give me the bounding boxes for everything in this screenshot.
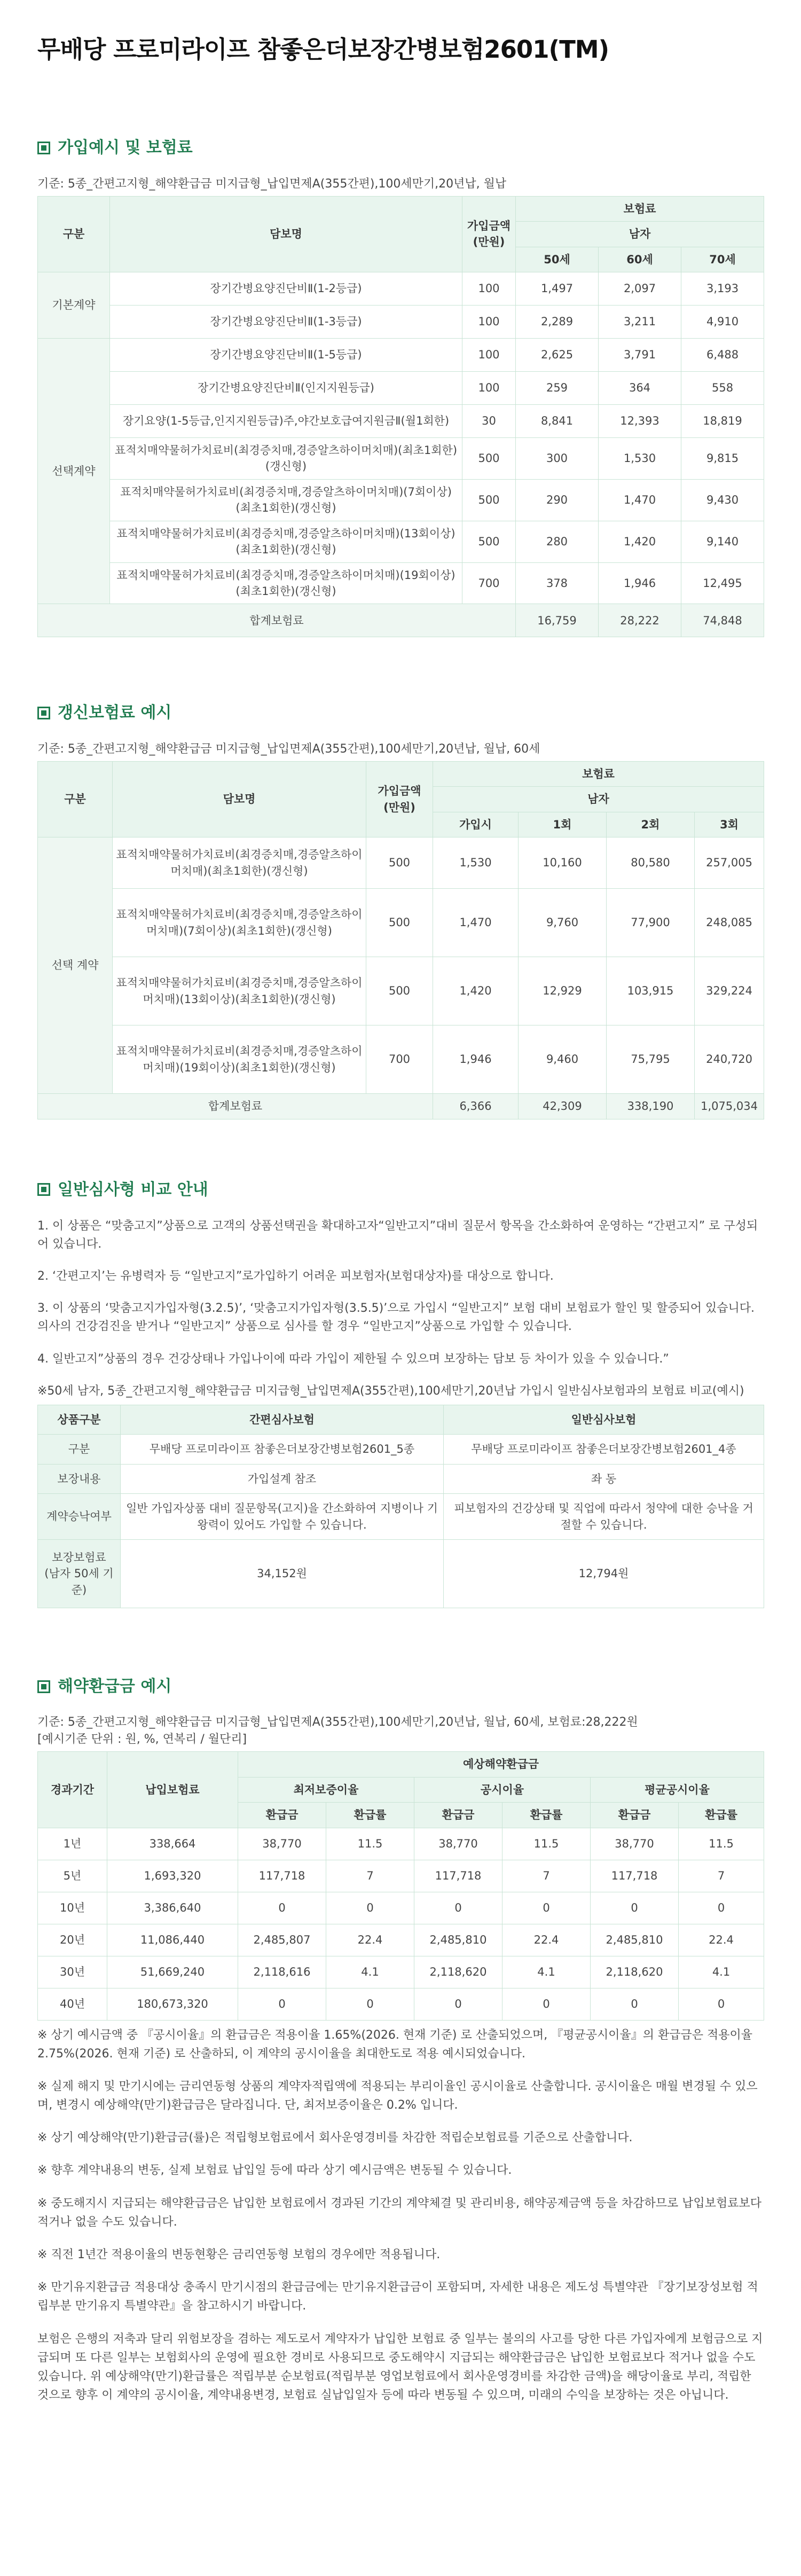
period-cell: 5년 (38, 1860, 107, 1892)
header-period: 경과기간 (38, 1752, 107, 1828)
section-bullet-icon (37, 707, 50, 719)
header-round3: 3회 (695, 812, 764, 837)
general-cell: 피보험자의 건강상태 및 직업에 따라서 청약에 대한 승낙을 거절할 수 있습니다. (444, 1494, 764, 1540)
value-cell: 103,915 (607, 957, 695, 1025)
value-cell: 3,211 (599, 305, 681, 338)
page-title: 무배당 프로미라이프 참좋은더보장간병보험2601(TM) (37, 35, 609, 64)
coverage-name: 표적치매약물허가치료비(최경증치매,경증알츠하이머치매)(7회이상)(최초1회한)(갱신형) (110, 479, 462, 521)
header-round1: 1회 (519, 812, 607, 837)
value-cell: 38,770 (414, 1828, 502, 1860)
value-cell: 0 (238, 1892, 326, 1924)
value-cell: 38,770 (238, 1828, 326, 1860)
coverage-name: 표적치매약물허가치료비(최경증치매,경증알츠하이머치매)(13회이상)(최초1회한)(갱신형) (110, 521, 462, 562)
header-age70: 70세 (681, 247, 764, 272)
total-row (38, 1094, 764, 1119)
table-row (38, 1025, 764, 1094)
header-refund: 환급금 (591, 1803, 679, 1828)
amount-cell: 700 (366, 1025, 433, 1094)
header-category: 구분 (38, 761, 113, 837)
value-cell: 4,910 (681, 305, 764, 338)
coverage-name: 장기간병요양진단비Ⅱ(1-2등급) (110, 272, 462, 305)
table-row (38, 1860, 764, 1892)
header-premium: 보험료 (516, 196, 764, 221)
comparison-table (37, 1405, 764, 1608)
table-row (38, 521, 764, 562)
paid-cell: 51,669,240 (107, 1956, 238, 1988)
section-bullet-icon (37, 1680, 50, 1693)
coverage-name: 장기간병요양진단비Ⅱ(1-3등급) (110, 305, 462, 338)
value-cell: 0 (679, 1988, 764, 2020)
value-cell: 117,718 (591, 1860, 679, 1892)
value-cell: 2,097 (599, 272, 681, 305)
header-avg-rate: 평균공시이율 (591, 1777, 764, 1802)
group-optional: 선택 계약 (38, 837, 113, 1094)
value-cell: 259 (516, 371, 599, 404)
value-cell: 3,193 (681, 272, 764, 305)
section-general-review-comparison (37, 1178, 764, 1608)
note: ※ 향후 계약내용의 변동, 실제 보험료 납입일 등에 따라 상기 예시금액은 변동될 수 있습니다. (37, 2164, 512, 2178)
header-rate: 환급률 (679, 1803, 764, 1828)
value-cell: 0 (414, 1892, 502, 1924)
coverage-name: 표적치매약물허가치료비(최경증치매,경증알츠하이머치매)(13회이상)(최초1회한)(갱신형) (113, 957, 366, 1025)
table-row (38, 1988, 764, 2020)
header-gender: 남자 (433, 787, 764, 812)
value-cell: 80,580 (607, 837, 695, 889)
total-value: 1,075,034 (695, 1094, 764, 1119)
table-row (38, 305, 764, 338)
header-amount: 가입금액 (만원) (462, 196, 516, 272)
value-cell: 10,160 (519, 837, 607, 889)
value-cell: 117,718 (238, 1860, 326, 1892)
row-label: 계약승낙여부 (38, 1494, 121, 1540)
section-title-text: 가입예시 및 보험료 (58, 138, 193, 158)
section-enrollment-example (37, 136, 764, 637)
value-cell: 3,791 (599, 338, 681, 371)
table-row (38, 338, 764, 371)
simple-cell: 무배당 프로미라이프 참좋은더보장간병보험2601_5종 (121, 1435, 444, 1464)
amount-cell: 500 (462, 521, 516, 562)
total-row (38, 604, 764, 637)
row-label: 보장내용 (38, 1464, 121, 1493)
header-round2: 2회 (607, 812, 695, 837)
refund-table (37, 1751, 764, 2020)
value-cell: 2,485,810 (591, 1924, 679, 1956)
table-row (38, 1956, 764, 1988)
header-paid: 납입보험료 (107, 1752, 238, 1828)
value-cell: 7 (326, 1860, 414, 1892)
total-value: 42,309 (519, 1094, 607, 1119)
paid-cell: 11,086,440 (107, 1924, 238, 1956)
paid-cell: 3,386,640 (107, 1892, 238, 1924)
amount-cell: 500 (462, 437, 516, 479)
amount-cell: 100 (462, 272, 516, 305)
header-general: 일반심사보험 (444, 1405, 764, 1434)
amount-cell: 500 (462, 479, 516, 521)
header-public-rate: 공시이율 (414, 1777, 591, 1802)
value-cell: 329,224 (695, 957, 764, 1025)
unit-text: [예시기준 단위 : 원, %, 연복리 / 월단리] (37, 1733, 247, 1747)
header-gender: 남자 (516, 222, 764, 247)
total-label: 합계보험료 (38, 1094, 433, 1119)
value-cell: 8,841 (516, 404, 599, 437)
header-rate: 환급률 (502, 1803, 591, 1828)
section-title-text: 일반심사형 비교 안내 (58, 1180, 208, 1199)
coverage-name: 표적치매약물허가치료비(최경증치매,경증알츠하이머치매)(7회이상)(최초1회한)(갱신형) (113, 889, 366, 957)
value-cell: 11.5 (502, 1828, 591, 1860)
value-cell: 248,085 (695, 889, 764, 957)
header-refund: 환급금 (238, 1803, 326, 1828)
table-row (38, 272, 764, 305)
note: ※ 만기유지환급금 적용대상 충족시 만기시점의 환급금에는 만기유지환급금이 포함되며, 자세한 내용은 제도성 특별약관 『장기보장성보험 적립부분 만기유지 특별약관』을 참고하시기 바랍니다. (37, 2281, 758, 2313)
table-row (38, 404, 764, 437)
section-title-refund (37, 1675, 764, 1698)
row-label: 구분 (38, 1435, 121, 1464)
general-cell: 12,794원 (444, 1539, 764, 1608)
period-cell: 40년 (38, 1988, 107, 2020)
header-category: 구분 (38, 196, 110, 272)
group-optional: 선택계약 (38, 338, 110, 604)
basis-text: 기준: 5종_간편고지형_해약환급금 미지급형_납입면제A(355간편),100세만기,20년납, 월납, 60세 (37, 742, 540, 756)
table-row (38, 837, 764, 889)
note: ※ 직전 1년간 적용이율의 변동현황은 금리연동형 보험의 경우에만 적용됩니다. (37, 2248, 441, 2262)
coverage-name: 장기간병요양진단비Ⅱ(인지지원등급) (110, 371, 462, 404)
amount-cell: 100 (462, 305, 516, 338)
table-row (38, 1494, 764, 1540)
section-title-enrollment (37, 136, 764, 160)
value-cell: 0 (414, 1988, 502, 2020)
value-cell: 1,946 (599, 562, 681, 604)
refund-notes (37, 2026, 764, 2405)
header-refund: 환급금 (414, 1803, 502, 1828)
value-cell: 558 (681, 371, 764, 404)
table-row (38, 479, 764, 521)
section-surrender-refund (37, 1675, 764, 2405)
amount-cell: 100 (462, 338, 516, 371)
table-row (38, 371, 764, 404)
value-cell: 0 (326, 1988, 414, 2020)
value-cell: 6,488 (681, 338, 764, 371)
paid-cell: 338,664 (107, 1828, 238, 1860)
value-cell: 4.1 (679, 1956, 764, 1988)
premium-table (37, 196, 764, 638)
value-cell: 364 (599, 371, 681, 404)
note: ※ 상기 예상해약(만기)환급금(률)은 적립형보험료에서 회사운영경비를 차감한 적립순보험료를 기준으로 산출합니다. (37, 2131, 633, 2145)
table-row (38, 1539, 764, 1608)
value-cell: 22.4 (679, 1924, 764, 1956)
value-cell: 0 (502, 1988, 591, 2020)
value-cell: 7 (679, 1860, 764, 1892)
paid-cell: 180,673,320 (107, 1988, 238, 2020)
coverage-name: 표적치매약물허가치료비(최경증치매,경증알츠하이머치매)(최초1회한)(갱신형) (110, 437, 462, 479)
value-cell: 1,470 (433, 889, 519, 957)
paragraph: 1. 이 상품은 “맞춤고지”상품으로 고객의 상품선택권을 확대하고자“일반고지”대비 질문서 항목을 간소화하여 운영하는 “간편고지” 로 구성되어 있습니다. (37, 1219, 758, 1251)
value-cell: 117,718 (414, 1860, 502, 1892)
amount-cell: 500 (366, 889, 433, 957)
note: 보험은 은행의 저축과 달리 위험보장을 겸하는 제도로서 계약자가 납입한 보험료 중 일부는 불의의 사고를 당한 다른 가입자에게 보험금으로 지급되며 또 다른 일부는 보험회사의 운영에 필요한 경비로 사용되므로 중도해약시 지급되는 해약환급금은 납입한 보험료보다 적거나 없을 수도 있습니다. 위 예상해약(만기)환급률은 적립부분 순보험료(적립부분 영업보험료에서 회사운영경비를 차감한 금액)을 해당이율로 부리, 적립한 것으로 향후 이 계약의 공시이율, 계약내용변경, 보험료 실납입일자 등에 따라 변동될 수 있으며, 미래의 수익을 보장하는 것은 아닙니다. (37, 2332, 763, 2402)
value-cell: 1,530 (433, 837, 519, 889)
section-title-text: 갱신보험료 예시 (58, 703, 172, 723)
total-value: 28,222 (599, 604, 681, 637)
value-cell: 12,929 (519, 957, 607, 1025)
total-value: 16,759 (516, 604, 599, 637)
header-join: 가입시 (433, 812, 519, 837)
period-cell: 20년 (38, 1924, 107, 1956)
value-cell: 290 (516, 479, 599, 521)
value-cell: 257,005 (695, 837, 764, 889)
value-cell: 12,495 (681, 562, 764, 604)
header-amount: 가입금액 (만원) (366, 761, 433, 837)
section-title-comparison (37, 1178, 764, 1202)
table-row (38, 1892, 764, 1924)
section-bullet-icon (37, 142, 50, 154)
section-title-renewal (37, 701, 764, 725)
simple-cell: 일반 가입자상품 대비 질문항목(고지)을 간소화하여 지병이나 기왕력이 있어도 가입할 수 있습니다. (121, 1494, 444, 1540)
value-cell: 9,815 (681, 437, 764, 479)
value-cell: 2,118,616 (238, 1956, 326, 1988)
period-cell: 1년 (38, 1828, 107, 1860)
value-cell: 2,485,807 (238, 1924, 326, 1956)
value-cell: 9,460 (519, 1025, 607, 1094)
header-age60: 60세 (599, 247, 681, 272)
table-row (38, 957, 764, 1025)
section-bullet-icon (37, 1183, 50, 1196)
value-cell: 0 (502, 1892, 591, 1924)
period-cell: 30년 (38, 1956, 107, 1988)
amount-cell: 500 (366, 837, 433, 889)
table-row (38, 889, 764, 957)
value-cell: 77,900 (607, 889, 695, 957)
header-simple: 간편심사보험 (121, 1405, 444, 1434)
table-row (38, 1464, 764, 1493)
value-cell: 0 (326, 1892, 414, 1924)
value-cell: 0 (238, 1988, 326, 2020)
header-type: 상품구분 (38, 1405, 121, 1434)
value-cell: 280 (516, 521, 599, 562)
value-cell: 378 (516, 562, 599, 604)
period-cell: 10년 (38, 1892, 107, 1924)
paid-cell: 1,693,320 (107, 1860, 238, 1892)
header-rate: 환급률 (326, 1803, 414, 1828)
table-row (38, 562, 764, 604)
value-cell: 300 (516, 437, 599, 479)
value-cell: 12,393 (599, 404, 681, 437)
value-cell: 0 (591, 1892, 679, 1924)
value-cell: 1,946 (433, 1025, 519, 1094)
amount-cell: 500 (366, 957, 433, 1025)
value-cell: 18,819 (681, 404, 764, 437)
paragraph: 4. 일반고지”상품의 경우 건강상태나 가입나이에 따라 가입이 제한될 수 있으며 보장하는 담보 등 차이가 있을 수 있습니다.” (37, 1352, 669, 1366)
value-cell: 2,118,620 (414, 1956, 502, 1988)
value-cell: 1,530 (599, 437, 681, 479)
total-value: 6,366 (433, 1094, 519, 1119)
amount-cell: 700 (462, 562, 516, 604)
header-expected: 예상해약환급금 (238, 1752, 764, 1777)
header-min-rate: 최저보증이율 (238, 1777, 414, 1802)
value-cell: 1,420 (599, 521, 681, 562)
simple-cell: 가입설계 참조 (121, 1464, 444, 1493)
value-cell: 2,289 (516, 305, 599, 338)
value-cell: 2,625 (516, 338, 599, 371)
table-row (38, 1435, 764, 1464)
renewal-table (37, 761, 764, 1119)
note: ※ 중도해지시 지급되는 해약환급금은 납입한 보험료에서 경과된 기간의 계약체결 및 관리비용, 해약공제금액 등을 차감하므로 납입보험료보다 적거나 없을 수도 있습니다. (37, 2196, 761, 2229)
row-label: 보장보험료 (남자 50세 기준) (38, 1539, 121, 1608)
header-premium: 보험료 (433, 761, 764, 786)
simple-cell: 34,152원 (121, 1539, 444, 1608)
value-cell: 4.1 (502, 1956, 591, 1988)
value-cell: 11.5 (679, 1828, 764, 1860)
coverage-name: 장기요양(1-5등급,인지지원등급)주,야간보호급여지원금Ⅱ(월1회한) (110, 404, 462, 437)
value-cell: 1,420 (433, 957, 519, 1025)
total-value: 338,190 (607, 1094, 695, 1119)
general-cell: 무배당 프로미라이프 참좋은더보장간병보험2601_4종 (444, 1435, 764, 1464)
paragraph: ※50세 남자, 5종_간편고지형_해약환급금 미지급형_납입면제A(355간편),100세만기,20년납 가입시 일반심사보험과의 보험료 비교(예시) (37, 1384, 744, 1398)
value-cell: 22.4 (502, 1924, 591, 1956)
amount-cell: 30 (462, 404, 516, 437)
group-basic: 기본계약 (38, 272, 110, 338)
value-cell: 75,795 (607, 1025, 695, 1094)
coverage-name: 장기간병요양진단비Ⅱ(1-5등급) (110, 338, 462, 371)
value-cell: 7 (502, 1860, 591, 1892)
basis-text: 기준: 5종_간편고지형_해약환급금 미지급형_납입면제A(355간편),100세만기,20년납, 월납 (37, 177, 507, 191)
coverage-name: 표적치매약물허가치료비(최경증치매,경증알츠하이머치매)(19회이상)(최초1회한)(갱신형) (113, 1025, 366, 1094)
value-cell: 9,430 (681, 479, 764, 521)
table-row (38, 1828, 764, 1860)
value-cell: 0 (679, 1892, 764, 1924)
value-cell: 1,497 (516, 272, 599, 305)
value-cell: 22.4 (326, 1924, 414, 1956)
table-row (38, 1924, 764, 1956)
total-value: 74,848 (681, 604, 764, 637)
value-cell: 240,720 (695, 1025, 764, 1094)
paragraph: 2. ‘간편고지’는 유병력자 등 “일반고지”로가입하기 어려운 피보험자(보험대상자)를 대상으로 합니다. (37, 1270, 554, 1283)
general-cell: 좌 동 (444, 1464, 764, 1493)
total-label: 합계보험료 (38, 604, 516, 637)
value-cell: 2,118,620 (591, 1956, 679, 1988)
value-cell: 0 (591, 1988, 679, 2020)
value-cell: 11.5 (326, 1828, 414, 1860)
basis-text: 기준: 5종_간편고지형_해약환급금 미지급형_납입면제A(355간편),100세만기,20년납, 월납, 60세, 보험료:28,222원 (37, 1716, 638, 1729)
paragraph: 3. 이 상품의 ‘맞춤고지가입자형(3.2.5)’, ‘맞춤고지가입자형(3.5.5)’으로 가입시 “일반고지” 보험 대비 보험료가 할인 및 할증되어 있습니다. 의사의 건강검진을 받거나 “일반고지” 상품으로 심사를 할 경우 “일반고지”상품으로 가입할 수 있습니다. (37, 1302, 755, 1334)
coverage-name: 표적치매약물허가치료비(최경증치매,경증알츠하이머치매)(19회이상)(최초1회한)(갱신형) (110, 562, 462, 604)
table-row (38, 437, 764, 479)
note: ※ 실제 해지 및 만기시에는 금리연동형 상품의 계약자적립액에 적용되는 부리이율인 공시이율로 산출합니다. 공시이율은 매월 변경될 수 있으며, 변경시 예상해약(만기)환급금은 달라집니다. 단, 최저보증이율은 0.2% 입니다. (37, 2079, 758, 2112)
value-cell: 2,485,810 (414, 1924, 502, 1956)
section-renewal-example (37, 701, 764, 1119)
value-cell: 4.1 (326, 1956, 414, 1988)
note: ※ 상기 예시금액 중 『공시이율』의 환급금은 적용이율 1.65%(2026. 현재 기준) 로 산출되었으며, 『평균공시이율』의 환급금은 적용이율 2.75%(2026. 현재 기준) 로 산출하되, 이 계약의 공시이율을 최대한도로 적용 예시되었습니다. (37, 2028, 752, 2061)
amount-cell: 100 (462, 371, 516, 404)
coverage-name: 표적치매약물허가치료비(최경증치매,경증알츠하이머치매)(최초1회한)(갱신형) (113, 837, 366, 889)
section-title-text: 해약환급금 예시 (58, 1677, 172, 1696)
header-age50: 50세 (516, 247, 599, 272)
value-cell: 38,770 (591, 1828, 679, 1860)
value-cell: 9,140 (681, 521, 764, 562)
header-coverage: 담보명 (110, 196, 462, 272)
header-coverage: 담보명 (113, 761, 366, 837)
value-cell: 1,470 (599, 479, 681, 521)
value-cell: 9,760 (519, 889, 607, 957)
